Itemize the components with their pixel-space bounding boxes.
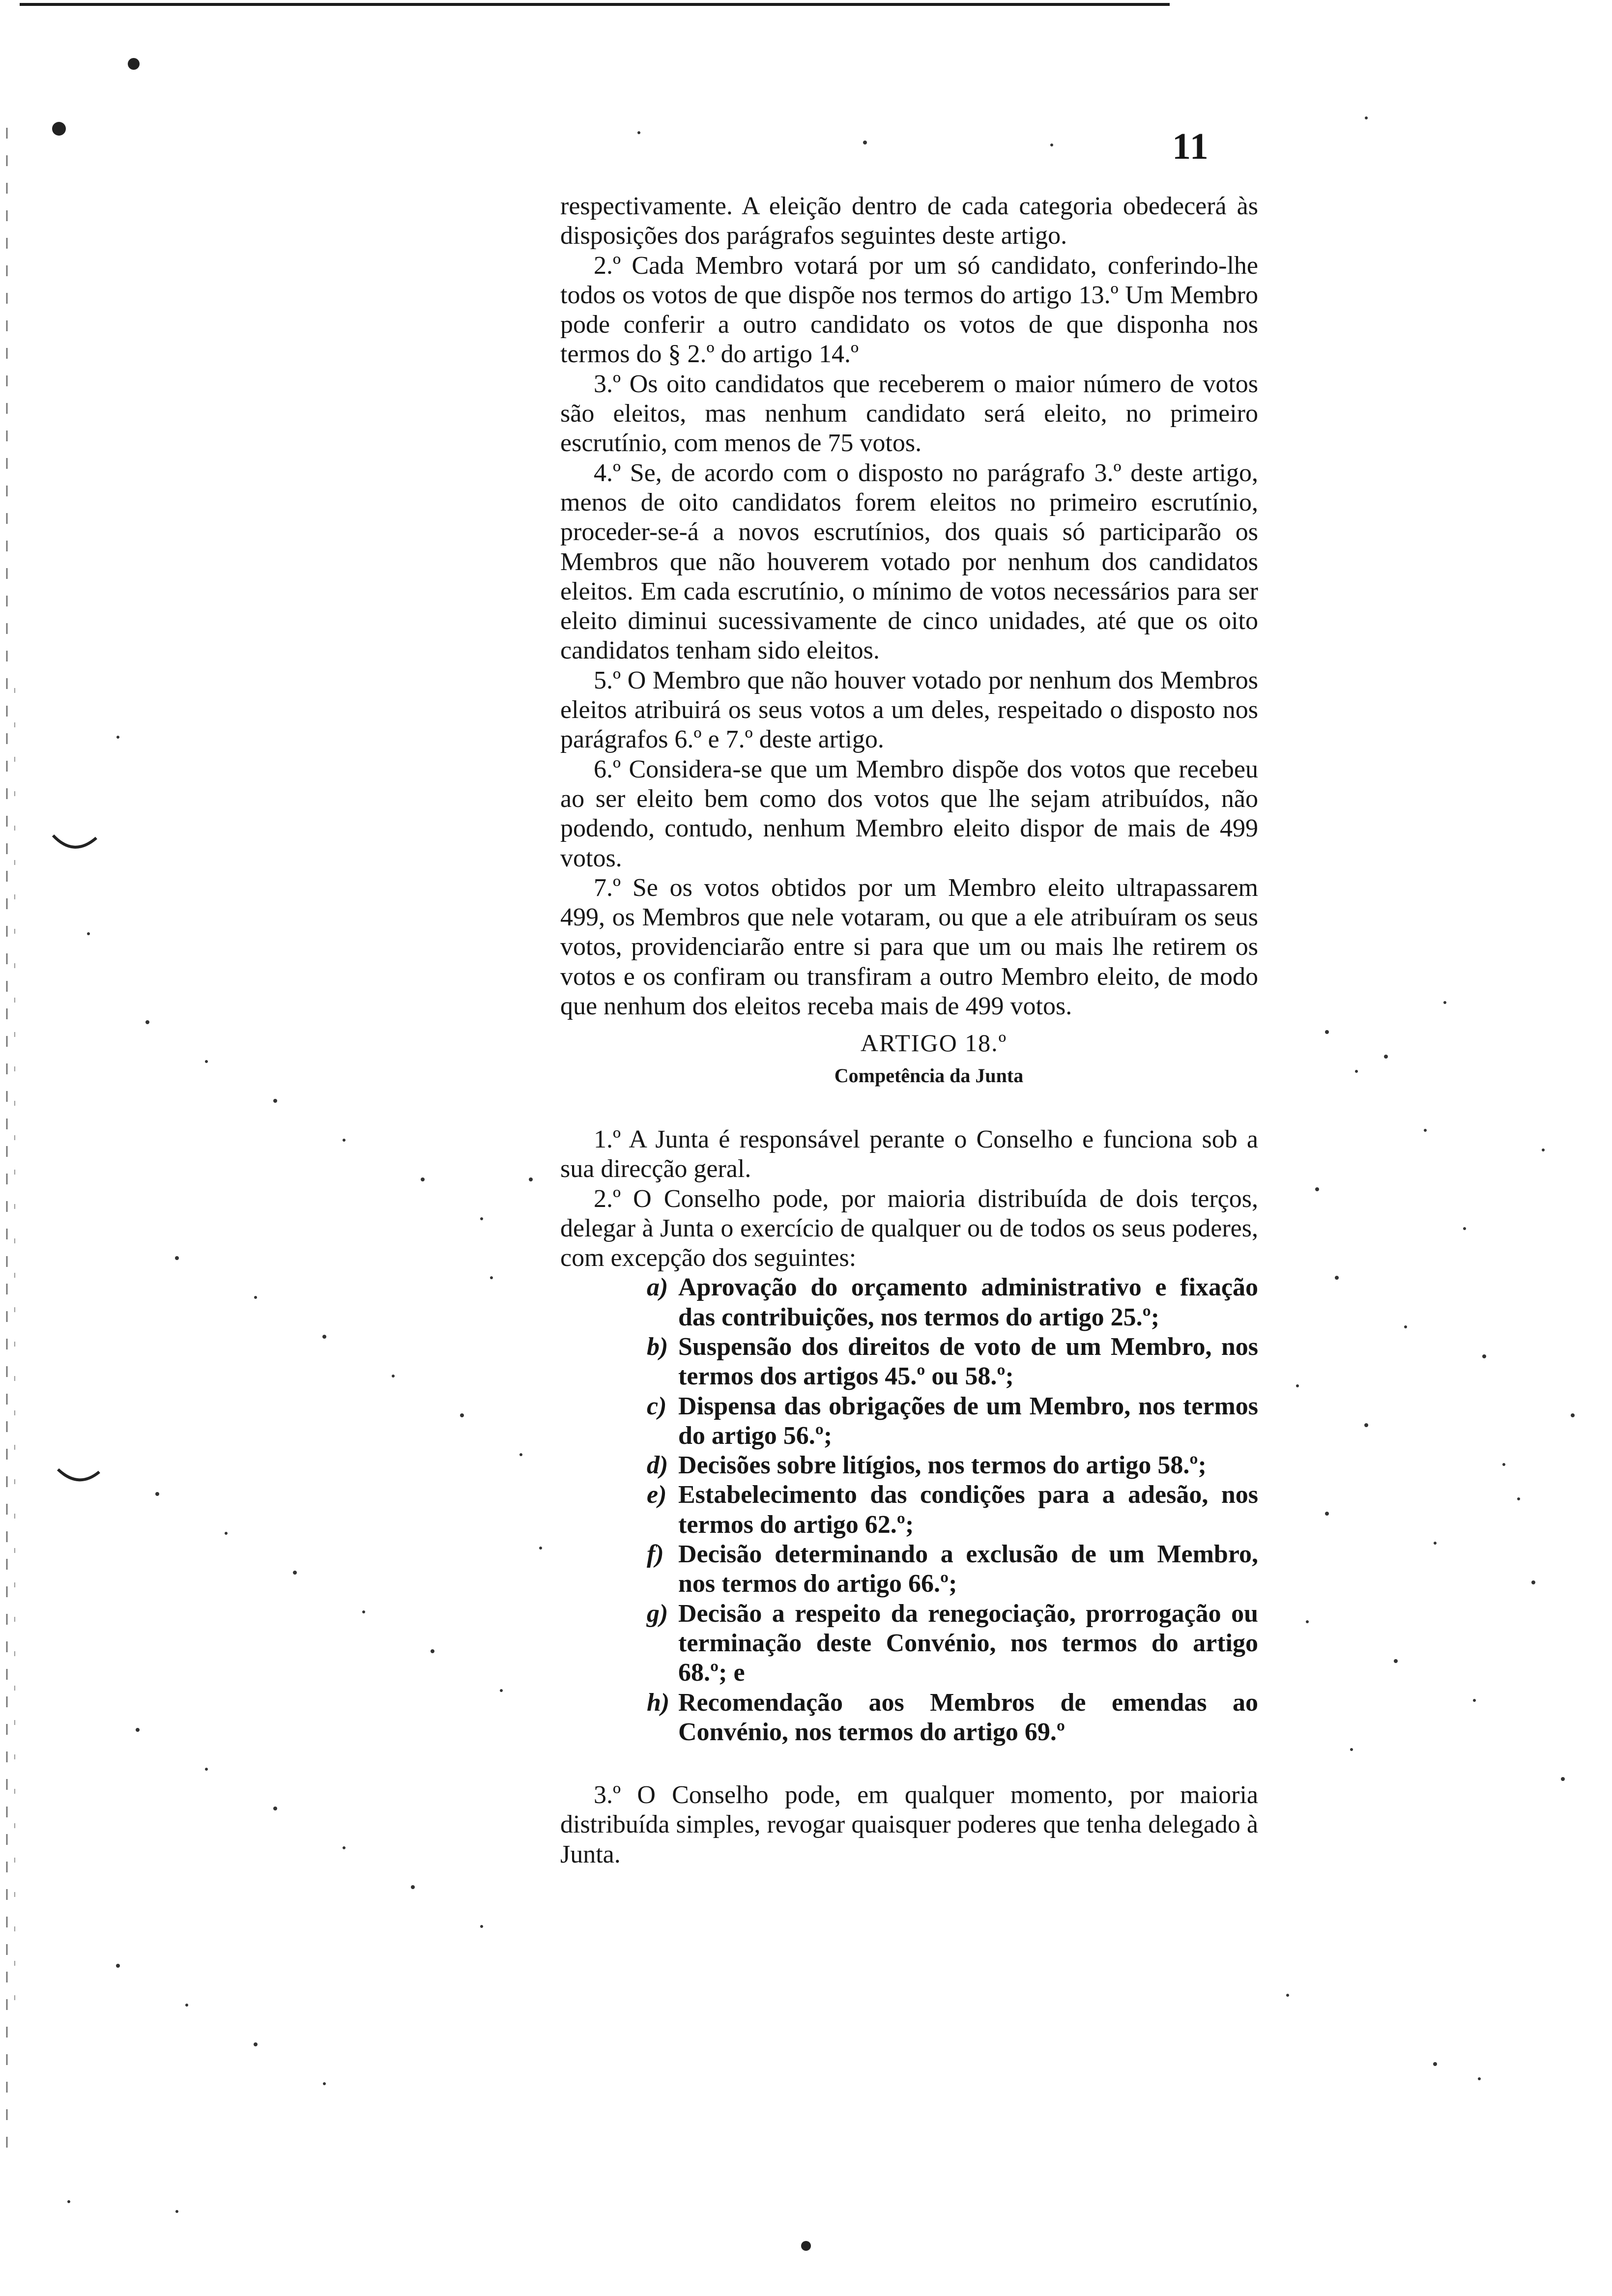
- list-marker: h): [647, 1688, 670, 1717]
- list-item-text: Decisão a respeito da renegociação, prorrogação ou terminação deste Convénio, nos termos do artigo 68.º; e: [678, 1599, 1258, 1687]
- list-item: [560, 1273, 1258, 1332]
- list-marker: e): [647, 1481, 667, 1509]
- list-item-text: Aprovação do orçamento administrativo e fixação das contribuições, nos termos do artigo 25.º;: [678, 1273, 1258, 1331]
- article-subheading: Competência da Junta: [834, 1064, 1024, 1087]
- paragraph-7: 7.º Se os votos obtidos por um Membro eleito ultrapassarem 499, os Membros que nele votaram, ou que a ele atribuíram os seus votos, providenciarão entre si para que um ou mais lhe retirem os votos e os confiram ou transfiram a outro Membro eleito, de modo que nenhum dos eleitos receba mais de 499 votos.: [560, 873, 1258, 1021]
- list-item-text: Recomendação aos Membros de emendas ao Convénio, nos termos do artigo 69.º: [678, 1688, 1258, 1746]
- list-item-text: Decisão determinando a exclusão de um Membro, nos termos do artigo 66.º;: [678, 1540, 1258, 1598]
- list-item: [560, 1332, 1258, 1392]
- list-item: [560, 1688, 1258, 1748]
- exceptions-list: [560, 1273, 1258, 1747]
- paragraph-4: 4.º Se, de acordo com o disposto no parágrafo 3.º deste artigo, menos de oito candidatos forem eleitos no primeiro escrutínio, proceder-se-á a novos escrutínios, dos quais só participarão os Membros que não houverem votado por nenhum dos candidatos eleitos. Em cada escrutínio, o mínimo de votos necessários para ser eleito diminui sucessivamente de cinco unidades, até que os oito candidatos tenham sido eleitos.: [560, 459, 1258, 665]
- list-marker: f): [647, 1540, 664, 1569]
- list-item: [560, 1540, 1258, 1599]
- text-column: [560, 192, 1258, 1869]
- page-number: 11: [1172, 126, 1209, 167]
- list-item: [560, 1451, 1258, 1480]
- list-marker: c): [647, 1392, 667, 1420]
- list-marker: a): [647, 1273, 668, 1302]
- top-scan-rule: [20, 3, 1170, 6]
- list-item: [560, 1392, 1258, 1451]
- list-marker: d): [647, 1451, 668, 1480]
- paragraph-3: 3.º Os oito candidatos que receberem o maior número de votos são eleitos, mas nenhum candidato será eleito, no primeiro escrutínio, com menos de 75 votos.: [560, 370, 1258, 458]
- list-item-text: Suspensão dos direitos de voto de um Membro, nos termos dos artigos 45.º ou 58.º;: [678, 1332, 1258, 1391]
- article-18-paragraph-1: 1.º A Junta é responsável perante o Conselho e funciona sob a sua direcção geral.: [560, 1125, 1258, 1183]
- paragraph-5: 5.º O Membro que não houver votado por nenhum dos Membros eleitos atribuirá os seus votos a um deles, respeitado o disposto nos parágrafos 6.º e 7.º deste artigo.: [560, 666, 1258, 754]
- list-item-text: Dispensa das obrigações de um Membro, nos termos do artigo 56.º;: [678, 1392, 1258, 1450]
- list-item-text: Decisões sobre litígios, nos termos do artigo 58.º;: [678, 1451, 1207, 1480]
- article-18-paragraph-2: 2.º O Conselho pode, por maioria distribuída de dois terços, delegar à Junta o exercício de qualquer ou de todos os seus poderes, com excepção dos seguintes:: [560, 1184, 1258, 1272]
- list-marker: g): [647, 1599, 668, 1628]
- list-item-text: Estabelecimento das condições para a adesão, nos termos do artigo 62.º;: [678, 1481, 1258, 1539]
- list-item: [560, 1480, 1258, 1540]
- paragraph-6: 6.º Considera-se que um Membro dispõe dos votos que recebeu ao ser eleito bem como dos votos que lhe sejam atribuídos, não podendo, contudo, nenhum Membro eleito dispor de mais de 499 votos.: [560, 755, 1258, 872]
- list-item: [560, 1599, 1258, 1688]
- list-marker: b): [647, 1332, 668, 1361]
- paragraph-2: 2.º Cada Membro votará por um só candidato, conferindo-lhe todos os votos de que dispõe nos termos do artigo 13.º Um Membro pode conferir a outro candidato os votos de que disponha nos termos do § 2.º do artigo 14.º: [560, 251, 1258, 369]
- paragraph-continuation: respectivamente. A eleição dentro de cada categoria obedecerá às disposições dos parágrafos seguintes deste artigo.: [560, 192, 1258, 250]
- article-18-paragraph-3: 3.º O Conselho pode, em qualquer momento, por maioria distribuída simples, revogar quaisquer poderes que tenha delegado à Junta.: [560, 1781, 1258, 1868]
- article-heading: ARTIGO 18.º: [860, 1029, 1008, 1057]
